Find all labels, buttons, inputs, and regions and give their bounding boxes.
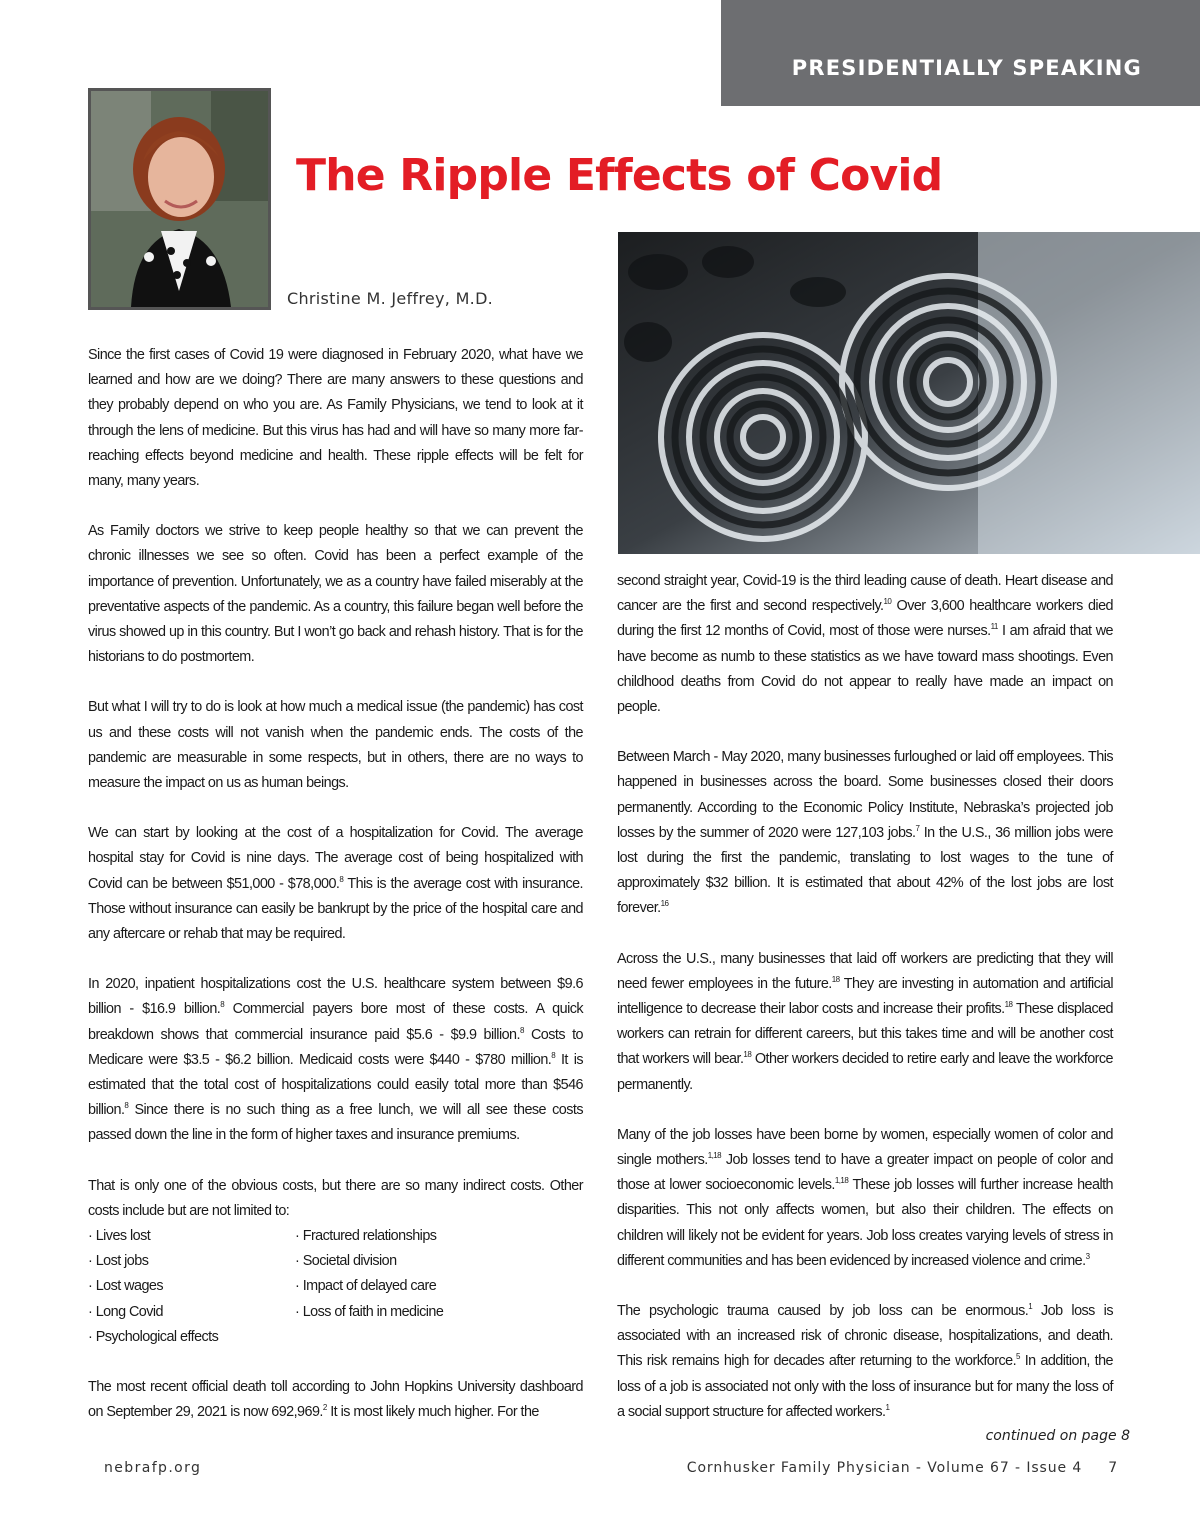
text-run: Between March - May 2020, many businesses furloughed or laid off employees. This happened in businesses across the board. Some businesses closed their doors permanently. According to the Economic Policy Institute, Nebraska’s projected job losses by the summer of 2020 were 127,103 jobs. bbox=[617, 749, 1113, 841]
text-run: This is the average cost with insurance. Those without insurance can easily be bankrupt by the price of the hospital care and any aftercare or rehab that may be required. bbox=[88, 875, 583, 943]
text-run: Job loss is associated with an increased risk of chronic disease, hospitalizations, and death. This risk remains high for decades after returning to the workforce. bbox=[617, 1303, 1113, 1370]
list-item: · Fractured relationships bbox=[295, 1224, 583, 1249]
text-run: In the U.S., 36 million jobs were lost during the first the pandemic, translating to lost wages to the tune of approximately $32 billion. It is estimated that about 42% of the lost jobs are lost forever. bbox=[617, 824, 1113, 917]
citation-ref: 8 bbox=[339, 874, 344, 884]
portrait-illustration bbox=[91, 91, 268, 307]
continued-note: continued on page 8 bbox=[985, 1428, 1130, 1444]
citation-ref: 18 bbox=[831, 974, 840, 984]
paragraph: That is only one of the obvious costs, but there are so many indirect costs. Other costs include but are not limited to: bbox=[88, 1177, 583, 1219]
text-run: We can start by looking at the cost of a hospitalization for Covid. The average hospital stay for Covid is nine days. The average cost of being hospitalized with Covid can be between $51,000 - $78,000. bbox=[88, 825, 583, 892]
author-portrait bbox=[88, 88, 271, 310]
text-run: I am afraid that we have become as numb to these statistics as we have toward mass shootings. Even childhood deaths from Covid do not appear to really have made an impact on people. bbox=[617, 623, 1113, 716]
list-item: · Psychological effects bbox=[88, 1325, 295, 1350]
text-run: Across the U.S., many businesses that laid off workers are predicting that they will need fewer employees in the future. bbox=[617, 950, 1113, 992]
text-run: second straight year, Covid-19 is the third leading cause of death. Heart disease and cancer are the first and second respectively. bbox=[617, 573, 1113, 615]
article-title: The Ripple Effects of Covid bbox=[296, 150, 943, 201]
text-run: The most recent official death toll according to John Hopkins University dashboard on September 29, 2021 is now 692,969. bbox=[88, 1379, 583, 1421]
citation-ref: 8 bbox=[124, 1101, 129, 1111]
citation-ref: 8 bbox=[551, 1050, 556, 1060]
left-column bbox=[88, 343, 583, 1425]
paragraph: As Family doctors we strive to keep people healthy so that we can prevent the chronic illnesses we see so often. Covid has been a perfect example of the importance of prevention. Unfortunately, we as a country have failed miserably at the preventative aspects of the pandemic. As a country, this failure began well before the virus showed up in this country. But I won’t go back and rehash history. That is for the historians to do postmortem. bbox=[88, 523, 583, 666]
citation-ref: 2 bbox=[322, 1403, 327, 1413]
list-item: · Lives lost bbox=[88, 1224, 295, 1249]
citation-ref: 1,18 bbox=[834, 1176, 849, 1186]
citation-ref: 3 bbox=[1085, 1251, 1090, 1261]
text-run: It is estimated that the total cost of hospitalizations could easily total more than $546 billion. bbox=[88, 1051, 584, 1119]
water-ripples-image bbox=[618, 232, 1200, 554]
text-run: Since there is no such thing as a free lunch, we will all see these costs passed down the line in the form of higher taxes and insurance premiums. bbox=[88, 1102, 583, 1144]
author-name: Christine M. Jeffrey, M.D. bbox=[287, 289, 494, 308]
paragraph bbox=[617, 569, 1113, 720]
paragraph bbox=[88, 821, 583, 947]
text-run: These displaced workers can retrain for different careers, but this takes time and will be another cost that workers will bear. bbox=[617, 1001, 1114, 1068]
citation-ref: 1 bbox=[1028, 1302, 1033, 1312]
footer-website: nebrafp.org bbox=[104, 1460, 202, 1476]
section-banner bbox=[721, 0, 1200, 106]
right-column bbox=[617, 569, 1113, 1425]
citation-ref: 1 bbox=[885, 1402, 890, 1412]
footer-publication bbox=[687, 1460, 1118, 1476]
text-run: It is most likely much higher. For the bbox=[326, 1404, 539, 1421]
text-run: Many of the job losses have been borne by women, especially women of color and single mothers. bbox=[617, 1126, 1113, 1169]
paragraph bbox=[617, 1299, 1113, 1425]
citation-ref: 8 bbox=[220, 1000, 225, 1010]
citation-ref: 5 bbox=[1016, 1352, 1020, 1362]
text-run: In addition, the loss of a job is associated not only with the loss of insurance but for many the loss of a social support structure for affected workers. bbox=[617, 1353, 1113, 1420]
citation-ref: 11 bbox=[990, 622, 998, 632]
paragraph bbox=[88, 972, 583, 1148]
list-item: · Lost jobs bbox=[88, 1249, 295, 1274]
citation-ref: 1,18 bbox=[707, 1151, 722, 1161]
text-run: They are investing in automation and artificial intelligence to decrease their labor costs and increase their profits. bbox=[617, 975, 1113, 1018]
text-run: Commercial payers bore most of these costs. A quick breakdown shows that commercial insurance paid $5.6 - $9.9 billion. bbox=[88, 1001, 584, 1043]
citation-ref: 7 bbox=[915, 823, 920, 833]
citation-ref: 18 bbox=[1004, 1000, 1013, 1010]
paragraph bbox=[617, 947, 1113, 1098]
text-run: The psychologic trauma caused by job loss can be enormous. bbox=[617, 1303, 1029, 1320]
paragraph bbox=[88, 1375, 583, 1425]
ripple-illustration bbox=[618, 232, 1200, 554]
citation-ref: 16 bbox=[660, 899, 669, 909]
list-item: · Lost wages bbox=[88, 1274, 295, 1299]
publication-info: Cornhusker Family Physician - Volume 67 - Issue 4 bbox=[686, 1460, 1083, 1476]
citation-ref: 18 bbox=[743, 1050, 752, 1060]
citation-ref: 8 bbox=[519, 1025, 524, 1035]
text-run: Costs to Medicare were $3.5 - $6.2 billion. Medicaid costs were $440 - $780 million. bbox=[88, 1026, 583, 1068]
text-run: These job losses will further increase health disparities. This not only affects women, but also their children. The effects on children will likely not be evident for years. Job loss creates varying levels of stress in different communities and has been evidenced by increased violence and crime. bbox=[617, 1177, 1113, 1269]
list-item: · Impact of delayed care bbox=[295, 1274, 583, 1299]
section-banner-label: PRESIDENTIALLY SPEAKING bbox=[791, 56, 1142, 80]
paragraph bbox=[617, 745, 1113, 921]
list-item: · Loss of faith in medicine bbox=[295, 1300, 583, 1325]
paragraph: But what I will try to do is look at how much a medical issue (the pandemic) has cost us and these costs will not vanish when the pandemic ends. The costs of the pandemic are measurable in some respects, but in others, there are no ways to measure the impact on us as human beings. bbox=[88, 699, 583, 792]
list-item: · Societal division bbox=[295, 1249, 583, 1274]
text-run: In 2020, inpatient hospitalizations cost the U.S. healthcare system between $9.6 billion - $16.9 billion. bbox=[88, 976, 583, 1018]
citation-ref: 10 bbox=[883, 597, 892, 607]
indirect-costs-list bbox=[88, 1224, 583, 1350]
text-run: Over 3,600 healthcare workers died during the first 12 months of Covid, most of those were nurses. bbox=[617, 598, 1113, 640]
paragraph: Since the first cases of Covid 19 were diagnosed in February 2020, what have we learned and how are we doing? There are many answers to these questions and they probably depend on who you are. As Family Physicians, we tend to look at it through the lens of medicine. But this virus has had and will have so many more far-reaching effects beyond medicine and health. These ripple effects will be felt for many, many years. bbox=[88, 347, 583, 490]
paragraph bbox=[617, 1123, 1113, 1274]
text-run: Job losses tend to have a greater impact on people of color and those at lower socioeconomic levels. bbox=[617, 1152, 1113, 1194]
list-item: · Long Covid bbox=[88, 1300, 295, 1325]
page-number: 7 bbox=[1108, 1460, 1118, 1476]
text-run: Other workers decided to retire early and leave the workforce permanently. bbox=[617, 1051, 1113, 1093]
